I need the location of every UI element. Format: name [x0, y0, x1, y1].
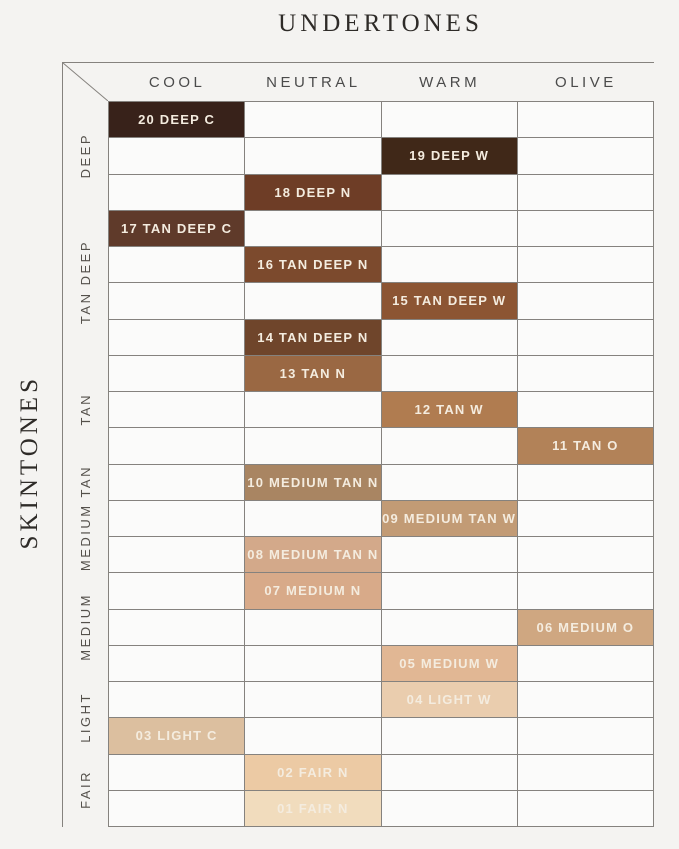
empty-cell-row19-cool [109, 755, 245, 791]
empty-cell-row19-olive [518, 755, 654, 791]
row-group-label: MEDIUM TAN [78, 464, 93, 571]
shade-cell-15-tan-deep-w: 15 TAN DEEP W [382, 283, 518, 319]
row-group-label: TAN [78, 392, 93, 426]
shade-cell-01-fair-n: 01 FAIR N [245, 791, 381, 827]
empty-cell-row2-neutral [245, 138, 381, 174]
empty-cell-row12-cool [109, 501, 245, 537]
empty-cell-row4-olive [518, 211, 654, 247]
shade-grid [62, 62, 654, 827]
corner-diagonal-line [63, 63, 108, 101]
column-header-warm: WARM [419, 73, 481, 91]
empty-cell-row16-cool [109, 646, 245, 682]
empty-cell-row20-olive [518, 791, 654, 827]
empty-cell-row15-warm [382, 610, 518, 646]
empty-cell-row16-neutral [245, 646, 381, 682]
empty-cell-row20-cool [109, 791, 245, 827]
shade-cell-06-medium-o: 06 MEDIUM O [518, 610, 654, 646]
empty-cell-row13-warm [382, 537, 518, 573]
empty-cell-row11-olive [518, 465, 654, 501]
shade-cell-20-deep-c: 20 DEEP C [109, 102, 245, 138]
empty-cell-row3-olive [518, 175, 654, 211]
shade-cell-11-tan-o: 11 TAN O [518, 428, 654, 464]
column-header-cool: COOL [148, 73, 206, 91]
empty-cell-row14-cool [109, 573, 245, 609]
row-group-label: FAIR [78, 770, 93, 810]
empty-cell-row8-warm [382, 356, 518, 392]
shade-cell-03-light-c: 03 LIGHT C [109, 718, 245, 754]
empty-cell-row13-olive [518, 537, 654, 573]
empty-cell-row7-cool [109, 320, 245, 356]
empty-cell-row13-cool [109, 537, 245, 573]
row-group-medium-tan [63, 464, 108, 573]
empty-cell-row18-warm [382, 718, 518, 754]
empty-cell-row10-neutral [245, 428, 381, 464]
empty-cell-row5-cool [109, 247, 245, 283]
shade-cell-07-medium-n: 07 MEDIUM N [245, 573, 381, 609]
skintones-axis-title: SKINTONES [16, 375, 43, 550]
grid-body [63, 101, 654, 827]
skintone-group-labels [63, 101, 108, 827]
shade-cell-12-tan-w: 12 TAN W [382, 392, 518, 428]
column-header-olive: OLIVE [555, 73, 617, 91]
skintones-axis [6, 100, 54, 825]
empty-cell-row16-olive [518, 646, 654, 682]
empty-cell-row10-warm [382, 428, 518, 464]
shade-cell-10-medium-tan-n: 10 MEDIUM TAN N [245, 465, 381, 501]
shade-cell-09-medium-tan-w: 09 MEDIUM TAN W [382, 501, 518, 537]
empty-cell-row11-cool [109, 465, 245, 501]
row-group-label: MEDIUM [78, 592, 93, 661]
row-group-label: DEEP [78, 132, 93, 179]
shade-cell-17-tan-deep-c: 17 TAN DEEP C [109, 211, 245, 247]
empty-cell-row1-neutral [245, 102, 381, 138]
empty-cell-row9-neutral [245, 392, 381, 428]
row-group-light [63, 681, 108, 754]
row-group-fair [63, 754, 108, 827]
empty-cell-row1-olive [518, 102, 654, 138]
empty-cell-row19-warm [382, 755, 518, 791]
shade-cell-04-light-w: 04 LIGHT W [382, 682, 518, 718]
undertones-axis-title: UNDERTONES [278, 10, 483, 37]
empty-cell-row17-cool [109, 682, 245, 718]
empty-cell-row4-neutral [245, 211, 381, 247]
shade-cell-16-tan-deep-n: 16 TAN DEEP N [245, 247, 381, 283]
empty-cell-row2-olive [518, 138, 654, 174]
empty-cell-row17-olive [518, 682, 654, 718]
empty-cell-row8-olive [518, 356, 654, 392]
row-group-deep [63, 101, 108, 210]
undertone-column-headers [63, 63, 654, 101]
empty-cell-row1-warm [382, 102, 518, 138]
empty-cell-row12-neutral [245, 501, 381, 537]
empty-cell-row6-olive [518, 283, 654, 319]
empty-cell-row7-olive [518, 320, 654, 356]
empty-cell-row20-warm [382, 791, 518, 827]
row-group-label: LIGHT [78, 691, 93, 743]
shade-cell-14-tan-deep-n: 14 TAN DEEP N [245, 320, 381, 356]
empty-cell-row12-olive [518, 501, 654, 537]
shade-cell-18-deep-n: 18 DEEP N [245, 175, 381, 211]
row-group-medium [63, 572, 108, 681]
row-group-tan [63, 355, 108, 464]
empty-cell-row3-warm [382, 175, 518, 211]
row-group-tan-deep [63, 210, 108, 355]
empty-cell-row6-cool [109, 283, 245, 319]
empty-cell-row11-warm [382, 465, 518, 501]
empty-cell-row14-warm [382, 573, 518, 609]
empty-cell-row7-warm [382, 320, 518, 356]
shade-cell-02-fair-n: 02 FAIR N [245, 755, 381, 791]
empty-cell-row2-cool [109, 138, 245, 174]
empty-cell-row3-cool [109, 175, 245, 211]
empty-cell-row5-warm [382, 247, 518, 283]
empty-cell-row5-olive [518, 247, 654, 283]
empty-cell-row18-neutral [245, 718, 381, 754]
row-group-label: TAN DEEP [78, 240, 93, 325]
column-header-neutral: NEUTRAL [266, 73, 361, 91]
empty-cell-row4-warm [382, 211, 518, 247]
empty-cell-row8-cool [109, 356, 245, 392]
empty-cell-row18-olive [518, 718, 654, 754]
empty-cell-row15-cool [109, 610, 245, 646]
empty-cell-row9-olive [518, 392, 654, 428]
empty-cell-row9-cool [109, 392, 245, 428]
shade-cell-08-medium-tan-n: 08 MEDIUM TAN N [245, 537, 381, 573]
empty-cell-row6-neutral [245, 283, 381, 319]
shade-cell-13-tan-n: 13 TAN N [245, 356, 381, 392]
shade-cells-grid [108, 101, 654, 827]
shade-cell-05-medium-w: 05 MEDIUM W [382, 646, 518, 682]
empty-cell-row17-neutral [245, 682, 381, 718]
empty-cell-row10-cool [109, 428, 245, 464]
shade-cell-19-deep-w: 19 DEEP W [382, 138, 518, 174]
empty-cell-row15-neutral [245, 610, 381, 646]
empty-cell-row14-olive [518, 573, 654, 609]
